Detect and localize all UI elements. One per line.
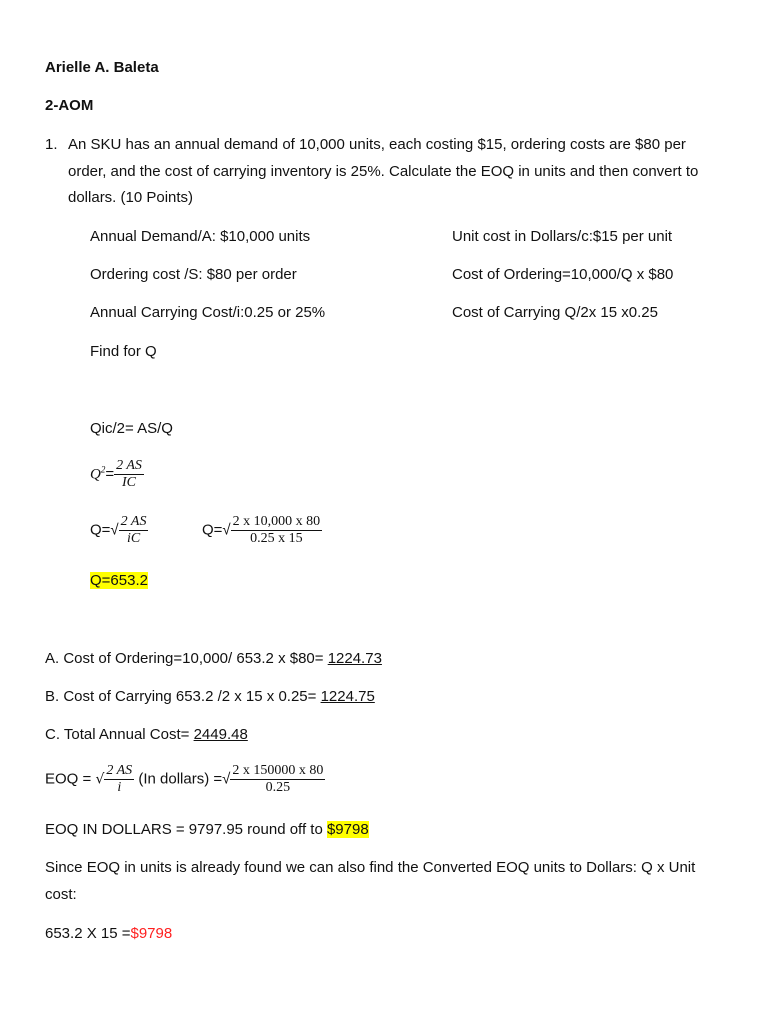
given-annual-demand: Annual Demand/A: $10,000 units xyxy=(90,228,311,245)
q-substituted-fraction xyxy=(231,514,323,547)
conversion-line-2: cost: xyxy=(45,886,77,903)
answer-b xyxy=(45,688,375,706)
q-squared-lhs: Q xyxy=(90,466,101,483)
q-squared-formula: $Q^2=$ $\frac{2 AS}{IC}$ xyxy=(90,458,142,490)
q-substituted-lhs: Q=√ xyxy=(202,521,231,539)
eoq-dollars-numerator: 2 x 150000 x 80 xyxy=(232,763,324,778)
question-line-2: order, and the cost of carrying inventory is 25%. Calculate the EOQ in units and then convert to xyxy=(68,163,699,180)
eoq-dollars-fraction xyxy=(230,763,325,796)
answer-c xyxy=(45,726,248,744)
conversion-calc xyxy=(45,925,172,943)
eoq-dollars-text: EOQ IN DOLLARS = 9797.95 round off to xyxy=(45,821,327,838)
q-substituted-formula xyxy=(202,514,322,547)
question-line-1: An SKU has an annual demand of 10,000 units, each costing $15, ordering costs are $80 per xyxy=(68,136,686,153)
answer-b-value: 1224.75 xyxy=(320,688,375,705)
answer-a-value: 1224.73 xyxy=(327,650,382,667)
given-unit-cost: Unit cost in Dollars/c:$15 per unit xyxy=(452,228,673,245)
eoq-lhs: EOQ = xyxy=(45,770,96,788)
q-result-highlight: Q=653.2 xyxy=(90,572,148,589)
find-q-label: Find for Q xyxy=(90,343,157,360)
eoq-fraction xyxy=(104,763,134,796)
author-name: Arielle A. Baleta xyxy=(45,59,159,76)
q-root-fraction xyxy=(119,514,149,547)
eoq-numerator: 2 AS xyxy=(106,763,133,778)
conversion-line-1: Since EOQ in units is already found we can also find the Converted EOQ units to Dollars: Q x Unit xyxy=(45,859,696,876)
given-cost-of-carrying: Cost of Carrying Q/2x 15 x0.25 xyxy=(452,304,658,321)
conversion-calc-text: 653.2 X 15 = xyxy=(45,925,131,942)
eoq-in-dollars: (In dollars) =√ xyxy=(134,770,231,788)
eoq-denominator: i xyxy=(117,780,122,795)
q-squared-fraction xyxy=(114,458,144,491)
given-ordering-cost: Ordering cost /S: $80 per order xyxy=(90,266,297,283)
eoq-root-symbol: √ xyxy=(95,771,105,788)
answer-a xyxy=(45,650,382,668)
q-substituted-denominator: 0.25 x 15 xyxy=(250,531,303,546)
answer-a-text: A. Cost of Ordering=10,000/ 653.2 x $80= xyxy=(45,650,328,667)
eoq-dollars-result xyxy=(45,821,369,839)
q-root-formula xyxy=(90,514,148,547)
eoq-dollars-denominator: 0.25 xyxy=(265,780,291,795)
given-carrying-cost: Annual Carrying Cost/i:0.25 or 25% xyxy=(90,304,326,321)
q-root-lhs: Q=√ xyxy=(90,521,119,539)
q-root-denominator: iC xyxy=(126,531,141,546)
q-squared-numerator: 2 AS xyxy=(116,458,142,473)
section-label: 2-AOM xyxy=(45,97,94,114)
answer-b-text: B. Cost of Carrying 653.2 /2 x 15 x 0.25= xyxy=(45,688,321,705)
question-line-3: dollars. (10 Points) xyxy=(68,189,194,206)
question-number: 1. xyxy=(45,136,58,153)
answer-c-value: 2449.48 xyxy=(193,726,248,743)
eoq-dollars-value: $9798 xyxy=(326,821,369,838)
given-cost-of-ordering: Cost of Ordering=10,000/Q x $80 xyxy=(452,266,674,283)
answer-c-text: C. Total Annual Cost= xyxy=(45,726,194,743)
q-substituted-numerator: 2 x 10,000 x 80 xyxy=(232,514,321,529)
eoq-formula xyxy=(45,763,325,796)
q-result xyxy=(90,572,148,590)
qic-equation: Qic/2= AS/Q xyxy=(90,420,173,437)
conversion-calc-value: $9798 xyxy=(130,925,173,942)
q-root-numerator: 2 AS xyxy=(120,514,147,529)
q-squared-denominator: IC xyxy=(122,475,137,490)
